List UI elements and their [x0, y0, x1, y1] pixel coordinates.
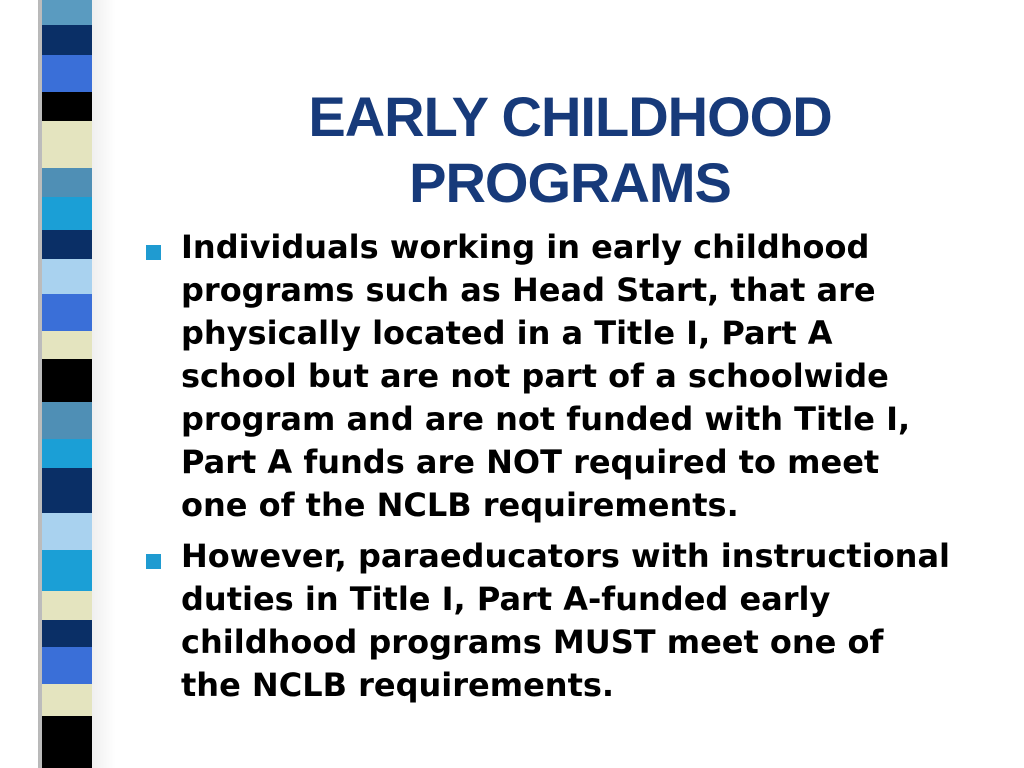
- stripe-band: [42, 493, 92, 514]
- decorative-stripe: [42, 0, 92, 768]
- stripe-band: [42, 121, 92, 139]
- stripe-band: [42, 402, 92, 439]
- bullet-text: However, paraeducators with instructional duties in Title I, Part A-funded early childhood programs MUST meet one of the NCLB requirements.: [181, 537, 951, 704]
- stripe-band: [42, 684, 92, 717]
- title-line-2: PROGRAMS: [409, 150, 731, 214]
- stripe-band: [42, 230, 92, 259]
- stripe-band: [42, 550, 92, 591]
- stripe-band: [42, 380, 92, 403]
- stripe-band: [42, 513, 92, 550]
- title-line-1: EARLY CHILDHOOD: [308, 84, 832, 148]
- stripe-band: [42, 647, 92, 684]
- stripe-band: [42, 591, 92, 620]
- slide-title: [200, 84, 940, 216]
- stripe-band: [42, 55, 92, 92]
- stripe-band: [42, 743, 92, 768]
- stripe-band: [42, 439, 92, 468]
- bullet-item: [140, 226, 960, 527]
- stripe-band: [42, 92, 92, 121]
- stripe-band: [42, 140, 92, 169]
- stripe-band: [42, 25, 92, 56]
- stripe-band: [42, 0, 92, 25]
- stripe-band: [42, 294, 92, 331]
- bullet-item: [140, 535, 960, 707]
- stripe-band: [42, 168, 92, 197]
- bullet-text: Individuals working in early childhood programs such as Head Start, that are physically located in a Title I, Part A school but are not part of a schoolwide program and are not funded with Title I, Part A funds are NOT required to meet one of the NCLB requirements.: [181, 228, 911, 524]
- stripe-band: [42, 359, 92, 380]
- bullet-list: [140, 226, 960, 715]
- square-bullet-icon: [146, 245, 161, 260]
- stripe-band: [42, 716, 92, 743]
- square-bullet-icon: [146, 554, 161, 569]
- stripe-band: [42, 331, 92, 360]
- stripe-band: [42, 620, 92, 647]
- stripe-band: [42, 259, 92, 294]
- stripe-band: [42, 468, 92, 493]
- stripe-band: [42, 197, 92, 230]
